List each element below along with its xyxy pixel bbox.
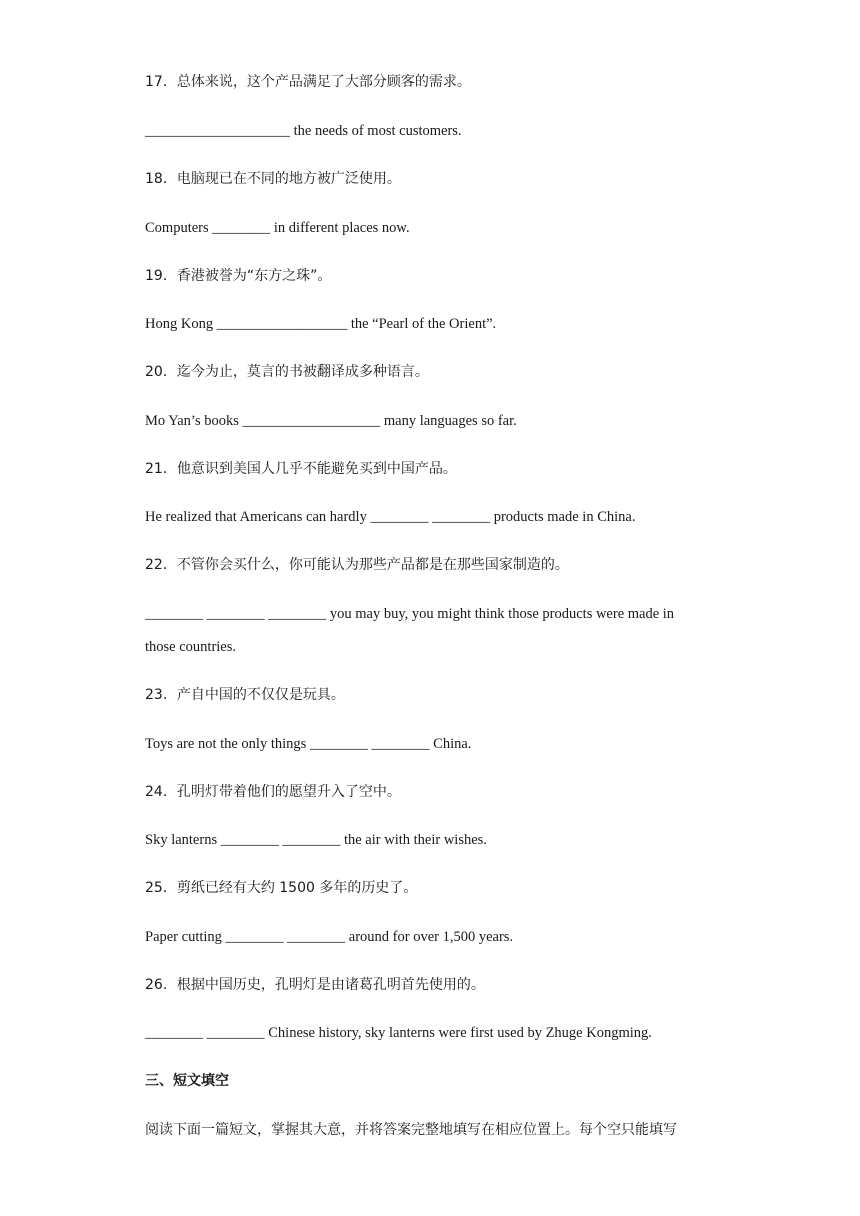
question-24-prompt: 24．孔明灯带着他们的愿望升入了空中。 (145, 784, 401, 800)
question-22-answer-line-continued: those countries. (145, 639, 237, 655)
question-23-answer-line: Toys are not the only things ________ ________ China. (145, 736, 472, 752)
section-heading: 三、短文填空 (145, 1073, 229, 1089)
question-23-prompt: 23．产自中国的不仅仅是玩具。 (145, 687, 345, 703)
question-17-prompt: 17．总体来说，这个产品满足了大部分顾客的需求。 (145, 74, 471, 90)
question-20-prompt: 20．迄今为止，莫言的书被翻译成多种语言。 (145, 364, 429, 380)
question-21-answer-line: He realized that Americans can hardly ________ ________ products made in China. (145, 509, 636, 525)
question-26-prompt: 26．根据中国历史，孔明灯是由诸葛孔明首先使用的。 (145, 977, 485, 993)
question-20-answer-line: Mo Yan’s books ___________________ many languages so far. (145, 413, 517, 429)
question-18-prompt: 18．电脑现已在不同的地方被广泛使用。 (145, 171, 401, 187)
question-21-prompt: 21．他意识到美国人几乎不能避免买到中国产品。 (145, 461, 457, 477)
question-19-answer-line: Hong Kong __________________ the “Pearl of the Orient”. (145, 316, 497, 332)
question-18-answer-line: Computers ________ in different places now. (145, 220, 410, 236)
question-22-prompt: 22．不管你会买什么，你可能认为那些产品都是在那些国家制造的。 (145, 557, 569, 573)
question-24-answer-line: Sky lanterns ________ ________ the air with their wishes. (145, 832, 487, 848)
question-25-answer-line: Paper cutting ________ ________ around for over 1,500 years. (145, 929, 514, 945)
question-19-prompt: 19．香港被誉为“东方之珠”。 (145, 268, 332, 284)
section-instruction: 阅读下面一篇短文，掌握其大意，并将答案完整地填写在相应位置上。每个空只能填写 (145, 1122, 677, 1138)
question-17-answer-line: ____________________ the needs of most customers. (145, 123, 462, 139)
question-26-answer-line: ________ ________ Chinese history, sky lanterns were first used by Zhuge Kongming. (145, 1025, 652, 1041)
question-25-prompt: 25．剪纸已经有大约 1500 多年的历史了。 (145, 880, 418, 896)
question-22-answer-line: ________ ________ ________ you may buy, you might think those products were made in (145, 606, 675, 622)
